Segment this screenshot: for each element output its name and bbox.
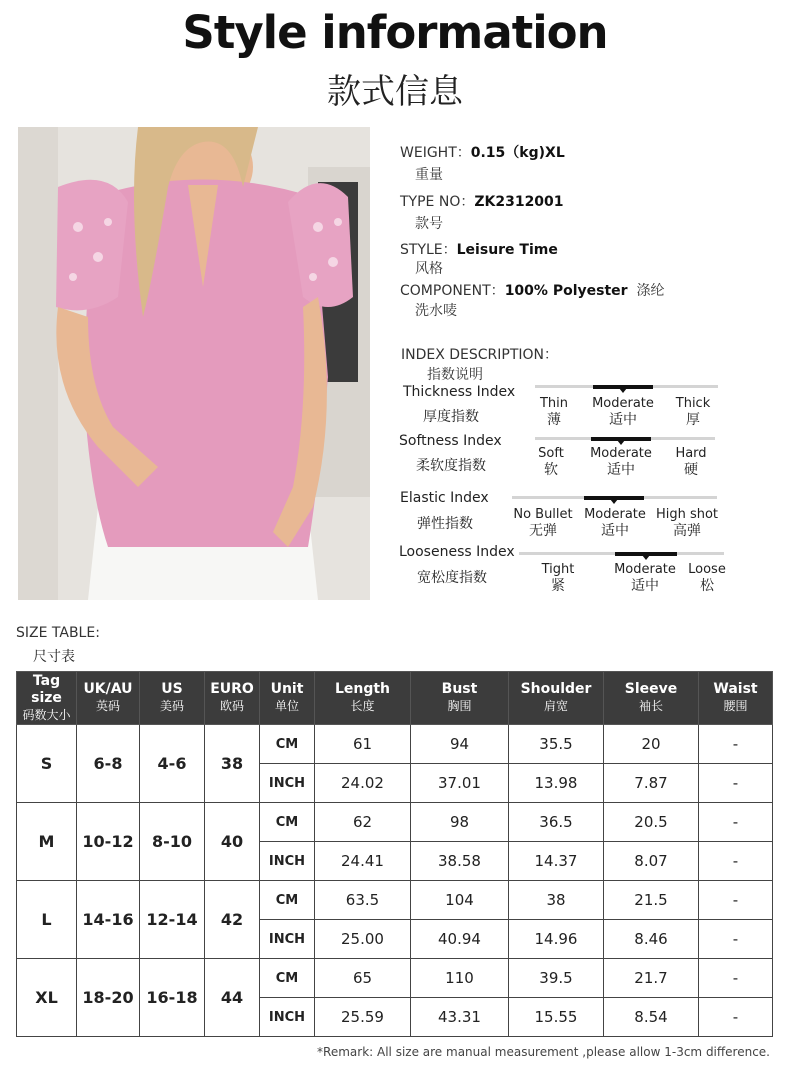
style-label: STYLE：: [400, 242, 457, 258]
waist-cell: -: [699, 998, 773, 1037]
softness-option-moderate: [586, 445, 656, 479]
header-en: EURO: [210, 681, 254, 697]
length-cell: 65: [315, 959, 411, 998]
option-cn: 适中: [601, 523, 629, 539]
header-en: Waist: [713, 681, 758, 697]
thickness-option-thin: [530, 395, 578, 429]
unit-cell: INCH: [260, 998, 315, 1037]
option-en: Moderate: [592, 396, 654, 411]
looseness-scale: [519, 552, 724, 555]
shoulder-cell: 14.96: [509, 920, 604, 959]
option-cn: 适中: [607, 462, 635, 478]
length-cell: 25.00: [315, 920, 411, 959]
looseness-option-tight: [535, 561, 581, 595]
euro-cell: 40: [205, 803, 260, 881]
header-waist: [699, 672, 773, 725]
waist-cell: -: [699, 881, 773, 920]
waist-cell: -: [699, 920, 773, 959]
option-cn: 松: [700, 578, 714, 594]
bust-cell: 43.31: [411, 998, 509, 1037]
size-table: [16, 671, 773, 1037]
option-en: Moderate: [590, 446, 652, 461]
size-cell: XL: [17, 959, 77, 1037]
uk-cell: 14-16: [77, 881, 140, 959]
elastic-index-label: Elastic Index: [400, 490, 489, 506]
option-cn: 硬: [684, 462, 698, 478]
shoulder-cell: 15.55: [509, 998, 604, 1037]
softness-option-hard: [668, 445, 714, 479]
option-en: Soft: [538, 446, 564, 461]
waist-cell: -: [699, 725, 773, 764]
option-cn: 厚: [686, 412, 700, 428]
option-en: Thin: [539, 396, 569, 411]
component-label-cn: 洗水唛: [415, 303, 457, 319]
length-cell: 25.59: [315, 998, 411, 1037]
header-bust: [411, 672, 509, 725]
shoulder-cell: 38: [509, 881, 604, 920]
elastic-index-label-cn: 弹性指数: [417, 516, 473, 532]
uk-cell: 6-8: [77, 725, 140, 803]
table-row: [17, 959, 773, 998]
waist-cell: -: [699, 842, 773, 881]
unit-cell: INCH: [260, 842, 315, 881]
weight-row: [400, 142, 565, 162]
header-en: UK/AU: [83, 681, 133, 697]
header-cn: 袖长: [638, 699, 663, 713]
softness-index-label: Softness Index: [399, 433, 502, 449]
header-en: US: [161, 681, 183, 697]
option-cn: 高弹: [673, 523, 701, 539]
us-cell: 8-10: [140, 803, 205, 881]
softness-index-label-cn: 柔软度指数: [416, 458, 486, 474]
bust-cell: 37.01: [411, 764, 509, 803]
size-table-title: SIZE TABLE:: [16, 625, 100, 641]
us-cell: 4-6: [140, 725, 205, 803]
option-cn: 适中: [609, 412, 637, 428]
type-no-row: [400, 191, 564, 211]
uk-cell: 10-12: [77, 803, 140, 881]
header-en: Shoulder: [520, 681, 592, 697]
shoulder-cell: 35.5: [509, 725, 604, 764]
weight-value: 0.15（kg)XL: [470, 145, 565, 161]
header-uk-au: [77, 672, 140, 725]
header-cn: 长度: [350, 699, 375, 713]
header-length: [315, 672, 411, 725]
header-shoulder: [509, 672, 604, 725]
thickness-scale: [535, 385, 718, 388]
euro-cell: 44: [205, 959, 260, 1037]
length-cell: 61: [315, 725, 411, 764]
euro-cell: 38: [205, 725, 260, 803]
looseness-index-label-cn: 宽松度指数: [417, 570, 487, 586]
header-cn: 肩宽: [543, 699, 568, 713]
sleeve-cell: 21.5: [604, 881, 699, 920]
header-sleeve: [604, 672, 699, 725]
waist-cell: -: [699, 803, 773, 842]
header-unit: [260, 672, 315, 725]
sleeve-cell: 8.54: [604, 998, 699, 1037]
header-cn: 码数大小: [22, 707, 71, 722]
header-en: Bust: [441, 681, 478, 697]
header-en: Tag size: [31, 672, 62, 706]
us-cell: 12-14: [140, 881, 205, 959]
component-value: 100% Polyester: [504, 283, 628, 299]
sleeve-cell: 20: [604, 725, 699, 764]
remark-note: *Remark: All size are manual measurement ,please allow 1-3cm difference.: [317, 1045, 770, 1059]
option-en: High shot: [655, 507, 719, 522]
length-cell: 24.02: [315, 764, 411, 803]
weight-label-cn: 重量: [415, 167, 443, 183]
header-en: Sleeve: [624, 681, 678, 697]
page-title-cn: 款式信息: [327, 72, 463, 112]
option-cn: 软: [544, 462, 558, 478]
header-us: [140, 672, 205, 725]
type-no-label: TYPE NO：: [400, 194, 475, 210]
size-table-header-row: [17, 672, 773, 725]
header-cn: 美码: [159, 699, 184, 713]
unit-cell: CM: [260, 803, 315, 842]
option-cn: 薄: [547, 412, 561, 428]
looseness-option-loose: [684, 561, 730, 595]
style-value: Leisure Time: [456, 242, 558, 258]
elastic-option-high-shot: [654, 506, 720, 540]
component-label: COMPONENT：: [400, 283, 505, 299]
thickness-option-thick: [668, 395, 718, 429]
component-row: [400, 280, 664, 300]
sleeve-cell: 21.7: [604, 959, 699, 998]
sleeve-cell: 8.46: [604, 920, 699, 959]
table-row: [17, 881, 773, 920]
bust-cell: 104: [411, 881, 509, 920]
header-cn: 欧码: [219, 699, 244, 713]
sleeve-cell: 7.87: [604, 764, 699, 803]
size-table-title-cn: 尺寸表: [33, 649, 75, 665]
thickness-index-label: Thickness Index: [403, 384, 516, 400]
header-euro: [205, 672, 260, 725]
option-en: Thick: [675, 396, 711, 411]
table-row: [17, 803, 773, 842]
looseness-index-label: Looseness Index: [399, 544, 515, 560]
unit-cell: INCH: [260, 920, 315, 959]
thickness-marker-icon: [619, 388, 627, 393]
index-description-title-cn: 指数说明: [427, 367, 483, 383]
option-en: Tight: [541, 562, 575, 577]
header-cn: 英码: [95, 699, 120, 713]
product-photo: [18, 127, 370, 600]
model-in-pink-blouse-image: [18, 127, 370, 600]
uk-cell: 18-20: [77, 959, 140, 1037]
unit-cell: CM: [260, 881, 315, 920]
header-en: Unit: [270, 681, 304, 697]
type-no-value: ZK2312001: [474, 194, 564, 210]
option-en: Moderate: [614, 562, 676, 577]
thickness-option-moderate: [588, 395, 658, 429]
option-en: Loose: [688, 562, 726, 577]
length-cell: 63.5: [315, 881, 411, 920]
softness-option-soft: [528, 445, 574, 479]
option-en: No Bullet: [513, 507, 573, 522]
length-cell: 62: [315, 803, 411, 842]
bust-cell: 40.94: [411, 920, 509, 959]
softness-scale: [535, 437, 715, 440]
thickness-index-label-cn: 厚度指数: [423, 409, 479, 425]
unit-cell: INCH: [260, 764, 315, 803]
component-value-cn: 涤纶: [636, 283, 665, 299]
shoulder-cell: 14.37: [509, 842, 604, 881]
sleeve-cell: 8.07: [604, 842, 699, 881]
shoulder-cell: 39.5: [509, 959, 604, 998]
style-row: [400, 239, 558, 259]
index-description-title: INDEX DESCRIPTION：: [401, 347, 559, 363]
table-row: [17, 725, 773, 764]
option-cn: 适中: [631, 578, 659, 594]
shoulder-cell: 13.98: [509, 764, 604, 803]
bust-cell: 110: [411, 959, 509, 998]
euro-cell: 42: [205, 881, 260, 959]
option-cn: 无弹: [529, 523, 557, 539]
header-cn: 腰围: [723, 699, 748, 713]
shoulder-cell: 36.5: [509, 803, 604, 842]
us-cell: 16-18: [140, 959, 205, 1037]
weight-label: WEIGHT：: [400, 145, 471, 161]
sleeve-cell: 20.5: [604, 803, 699, 842]
elastic-marker-icon: [610, 499, 618, 504]
looseness-option-moderate: [610, 561, 680, 595]
waist-cell: -: [699, 764, 773, 803]
style-label-cn: 风格: [415, 261, 443, 277]
header-tag-size: [17, 672, 77, 725]
size-cell: S: [17, 725, 77, 803]
elastic-scale: [512, 496, 717, 499]
type-no-label-cn: 款号: [415, 216, 443, 232]
page-title: Style information: [182, 6, 608, 59]
bust-cell: 98: [411, 803, 509, 842]
length-cell: 24.41: [315, 842, 411, 881]
waist-cell: -: [699, 959, 773, 998]
size-cell: L: [17, 881, 77, 959]
option-en: Moderate: [584, 507, 646, 522]
header-cn: 单位: [274, 699, 299, 713]
option-cn: 紧: [551, 578, 565, 594]
header-cn: 胸围: [447, 699, 472, 713]
elastic-option-moderate: [582, 506, 648, 540]
size-cell: M: [17, 803, 77, 881]
bust-cell: 94: [411, 725, 509, 764]
looseness-marker-icon: [642, 555, 650, 560]
unit-cell: CM: [260, 725, 315, 764]
bust-cell: 38.58: [411, 842, 509, 881]
option-en: Hard: [675, 446, 707, 461]
unit-cell: CM: [260, 959, 315, 998]
header-en: Length: [334, 681, 391, 697]
elastic-option-no-bullet: [510, 506, 576, 540]
